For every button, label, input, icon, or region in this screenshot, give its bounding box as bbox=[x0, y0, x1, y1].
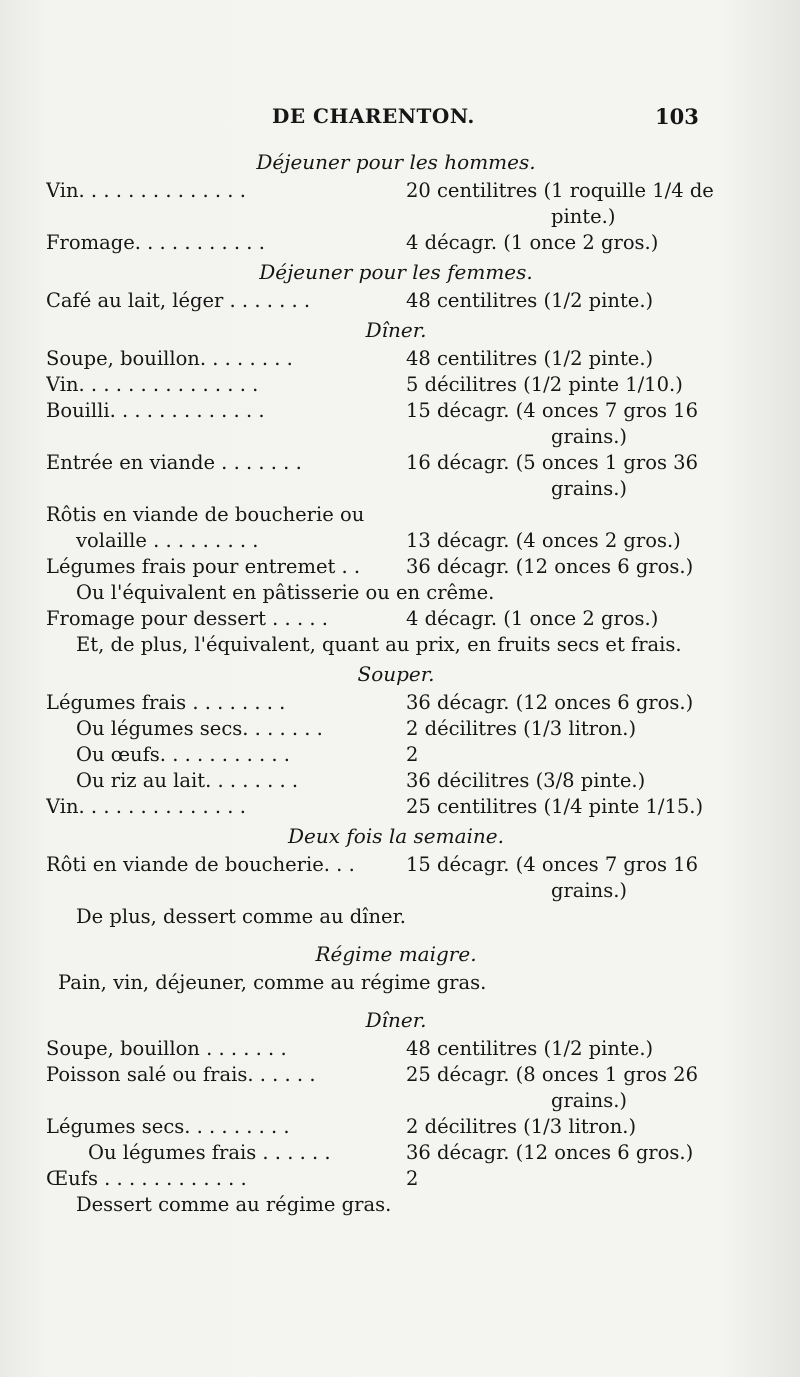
page-body bbox=[46, 146, 714, 1218]
item-label: Légumes frais . . . . . . . . bbox=[46, 691, 286, 714]
item-quantity: 2 décilitres (1/3 litron.) bbox=[406, 1115, 637, 1138]
item-label: Œufs . . . . . . . . . . . . bbox=[46, 1167, 247, 1190]
table-row bbox=[46, 768, 706, 794]
item-label: Rôti en viande de boucherie. . . bbox=[46, 853, 355, 876]
table-row bbox=[46, 1114, 706, 1140]
item-quantity: 5 décilitres (1/2 pinte 1/10.) bbox=[406, 373, 683, 396]
note-line: Dessert comme au régime gras. bbox=[76, 1193, 392, 1216]
table-row bbox=[46, 230, 706, 256]
table-row bbox=[46, 742, 706, 768]
note-line: De plus, dessert comme au dîner. bbox=[76, 905, 406, 928]
item-label: Ou œufs. . . . . . . . . . . bbox=[76, 743, 290, 766]
item-quantity: 36 décagr. (12 onces 6 gros.) bbox=[406, 691, 694, 714]
item-quantity-continued: grains.) bbox=[551, 425, 628, 448]
section-title-dejeuner-femmes: Déjeuner pour les femmes. bbox=[259, 260, 533, 284]
item-quantity-continued: grains.) bbox=[551, 1089, 628, 1112]
section-title-diner: Dîner. bbox=[365, 318, 427, 342]
item-label: Poisson salé ou frais. . . . . . bbox=[46, 1063, 316, 1086]
item-quantity: 2 bbox=[406, 1167, 419, 1190]
table-row bbox=[46, 528, 706, 554]
item-label: Légumes frais pour entremet . . bbox=[46, 555, 361, 578]
item-label: Entrée en viande . . . . . . . bbox=[46, 451, 302, 474]
item-label: Légumes secs. . . . . . . . . bbox=[46, 1115, 290, 1138]
table-row bbox=[46, 690, 706, 716]
item-quantity: 36 décilitres (3/8 pinte.) bbox=[406, 769, 646, 792]
item-quantity: 15 décagr. (4 onces 7 gros 16 bbox=[406, 399, 698, 422]
item-quantity: 4 décagr. (1 once 2 gros.) bbox=[406, 607, 659, 630]
table-row bbox=[46, 288, 706, 314]
item-quantity: 48 centilitres (1/2 pinte.) bbox=[406, 347, 654, 370]
item-quantity: 2 décilitres (1/3 litron.) bbox=[406, 717, 637, 740]
item-quantity: 16 décagr. (5 onces 1 gros 36 bbox=[406, 451, 698, 474]
table-row bbox=[46, 346, 706, 372]
item-label: Soupe, bouillon. . . . . . . . bbox=[46, 347, 293, 370]
table-row bbox=[46, 398, 706, 424]
item-label: Ou légumes secs. . . . . . . bbox=[76, 717, 323, 740]
item-label: Fromage. . . . . . . . . . . bbox=[46, 231, 265, 254]
table-row bbox=[46, 606, 706, 632]
table-row bbox=[46, 554, 706, 580]
item-label: Fromage pour dessert . . . . . bbox=[46, 607, 328, 630]
item-quantity: 48 centilitres (1/2 pinte.) bbox=[406, 1037, 654, 1060]
table-row bbox=[46, 794, 706, 820]
item-quantity: 4 décagr. (1 once 2 gros.) bbox=[406, 231, 659, 254]
item-label: Bouilli. . . . . . . . . . . . . bbox=[46, 399, 265, 422]
note-line: Ou l'équivalent en pâtisserie ou en crême. bbox=[76, 581, 495, 604]
table-row bbox=[46, 1140, 706, 1166]
item-quantity-continued: grains.) bbox=[551, 879, 628, 902]
item-label: Soupe, bouillon . . . . . . . bbox=[46, 1037, 287, 1060]
section-title-diner-maigre: Dîner. bbox=[365, 1008, 427, 1032]
section-title-souper: Souper. bbox=[357, 662, 435, 686]
item-quantity-continued: grains.) bbox=[551, 477, 628, 500]
item-label: volaille . . . . . . . . . bbox=[76, 529, 259, 552]
item-quantity: 25 décagr. (8 onces 1 gros 26 bbox=[406, 1063, 698, 1086]
table-row bbox=[46, 1166, 706, 1192]
section-title-deux-fois: Deux fois la semaine. bbox=[288, 824, 504, 848]
item-label: Vin. . . . . . . . . . . . . . . bbox=[46, 373, 259, 396]
table-row bbox=[46, 852, 706, 878]
section-title-regime-maigre: Régime maigre. bbox=[315, 942, 477, 966]
item-quantity: 25 centilitres (1/4 pinte 1/15.) bbox=[406, 795, 704, 818]
item-label: Ou riz au lait. . . . . . . . bbox=[76, 769, 299, 792]
item-quantity: 36 décagr. (12 onces 6 gros.) bbox=[406, 1141, 694, 1164]
item-quantity: 36 décagr. (12 onces 6 gros.) bbox=[406, 555, 694, 578]
section-title-dejeuner-hommes: Déjeuner pour les hommes. bbox=[256, 150, 536, 174]
table-row bbox=[46, 178, 714, 204]
item-quantity: 20 centilitres (1 roquille 1/4 de bbox=[406, 179, 714, 202]
running-head bbox=[0, 104, 800, 134]
table-row bbox=[46, 1036, 706, 1062]
item-quantity: 48 centilitres (1/2 pinte.) bbox=[406, 289, 654, 312]
item-label: Café au lait, léger . . . . . . . bbox=[46, 289, 311, 312]
page-number: 103 bbox=[655, 104, 699, 129]
item-quantity: 13 décagr. (4 onces 2 gros.) bbox=[406, 529, 681, 552]
item-label: Vin. . . . . . . . . . . . . . bbox=[46, 795, 246, 818]
item-label-line: Rôtis en viande de boucherie ou bbox=[46, 503, 365, 526]
item-quantity: 15 décagr. (4 onces 7 gros 16 bbox=[406, 853, 698, 876]
item-quantity: 2 bbox=[406, 743, 419, 766]
item-label: Vin. . . . . . . . . . . . . . bbox=[46, 179, 246, 202]
table-row bbox=[46, 716, 706, 742]
item-label: Ou légumes frais . . . . . . bbox=[88, 1141, 331, 1164]
running-head-title: DE CHARENTON. bbox=[272, 104, 475, 128]
table-row bbox=[46, 1062, 706, 1088]
table-row bbox=[46, 450, 706, 476]
note-line: Pain, vin, déjeuner, comme au régime gras. bbox=[58, 971, 487, 994]
item-quantity-continued: pinte.) bbox=[551, 205, 616, 228]
table-row bbox=[46, 372, 706, 398]
note-line: Et, de plus, l'équivalent, quant au prix, en fruits secs et frais. bbox=[76, 633, 682, 656]
